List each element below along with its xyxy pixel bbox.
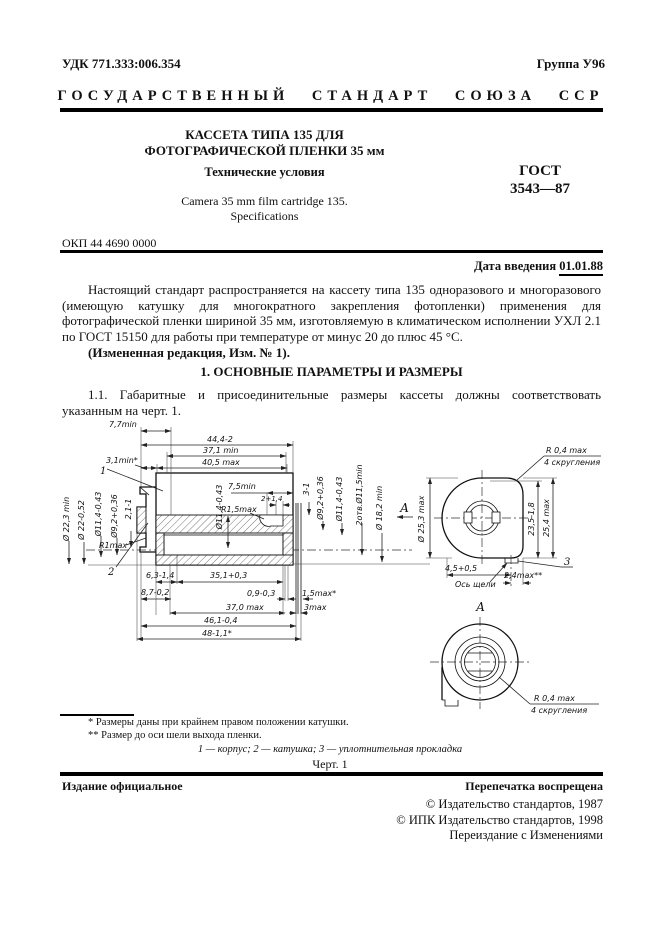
copyright-1987: © Издательство стандартов, 1987 — [425, 797, 603, 811]
dim-4-5-label: 4,5+0,5 — [445, 564, 478, 573]
dim-dia-18-2-label: Ø 18,2 min — [375, 485, 384, 531]
radius-0-4-view-a-label: R 0,4 max — [534, 694, 575, 703]
dim-r1-label: R1max — [99, 541, 128, 550]
title-line-2: ФОТОГРАФИЧЕСКОЙ ПЛЕНКИ 35 мм — [144, 142, 385, 158]
radius-0-4-sublabel: 4 скругления — [544, 458, 601, 467]
slit-axis-label: Ось щели — [455, 580, 496, 589]
dim-dia-9-2-left-label: Ø9,2+0,36 — [110, 494, 119, 538]
english-line-2: Specifications — [230, 208, 299, 223]
dim-dia-11-4-center-label: Ø11,4-0,43 — [215, 484, 224, 530]
document-title — [62, 127, 467, 158]
dim-3-1-label: 3,1min* — [106, 456, 138, 465]
dim-25-4-label: 25,4 max — [542, 499, 551, 537]
dim-8-7-label: 8,7-0,2 — [141, 588, 170, 597]
dim-35-1-label: 35,1+0,3 — [210, 571, 248, 580]
dim-dia-9-2-right-label: Ø9,2+0,36 — [316, 476, 325, 520]
official-edition-label: Издание официальное — [62, 779, 183, 793]
intro-paragraph — [62, 282, 601, 361]
group-code: Группа У96 — [536, 56, 605, 71]
dim-3-max-label: 3max — [304, 603, 327, 612]
english-line-1: Camera 35 mm film cartridge 135. — [181, 194, 348, 208]
footnote-1: * Размеры даны при крайнем правом положении катушки. — [88, 717, 349, 728]
gost-number: 3543—87 — [510, 181, 570, 197]
figure-legend: 1 — корпус; 2 — катушка; 3 — уплотнительная прокладка — [197, 744, 463, 755]
figure-caption: Черт. 1 — [312, 757, 348, 771]
header-rule — [60, 108, 603, 112]
dim-7-5-label: 7,5min — [228, 482, 256, 491]
dim-23-5-label: 23,5-1,8 — [527, 502, 536, 536]
clause-1-1: 1.1. Габаритные и присоединительные размеры кассеты должны соответствовать указанным на черт. 1. — [62, 387, 601, 418]
gost-number-block — [470, 162, 610, 198]
callout-2: 2 — [108, 567, 115, 578]
amendment-note: (Измененная редакция, Изм. № 1). — [88, 344, 290, 360]
dim-44-4-label: 44,4-2 — [207, 435, 233, 444]
date-value: 01.01.88 — [559, 259, 603, 276]
footer-rule — [60, 772, 603, 776]
footnote-rule — [60, 714, 134, 716]
dim-2-1-label: 2,1-1 — [124, 498, 133, 520]
view-a — [430, 600, 599, 715]
udk-code: УДК 771.333:006.354 — [62, 56, 181, 71]
dim-1-5-label: 1,5max* — [302, 589, 337, 598]
dim-6-3-label: 6,3-1,4 — [146, 571, 175, 580]
dim-46-1-label: 46,1-0,4 — [204, 616, 238, 625]
copyright-1998: © ИПК Издательство стандартов, 1998 — [396, 812, 603, 827]
dim-37-0-label: 37,0 max — [226, 603, 264, 612]
date-label: Дата введения — [474, 259, 557, 273]
dim-dia-25-3-label: Ø 25,3 max — [417, 495, 426, 543]
dim-0-9-label: 0,9-0,3 — [247, 589, 276, 598]
dim-40-5-label: 40,5 max — [202, 458, 240, 467]
title-line-1: КАССЕТА ТИПА 135 ДЛЯ — [185, 127, 344, 142]
dim-dia-22-label: Ø 22-0,52 — [77, 500, 86, 540]
section-1-heading: 1. ОСНОВНЫЕ ПАРАМЕТРЫ И РАЗМЕРЫ — [200, 364, 463, 379]
okp-code: ОКП 44 4690 0000 — [62, 236, 157, 250]
scope-paragraph: Настоящий стандарт распространяется на кассету типа 135 одноразового и многоразового (имеющую катушку для многократного закрепления фотопленки) применения для фотографической пленки шириной 35 мм, изготовляемую в климатическом исполнении УХЛ 2.1 по ГОСТ 15150 для работы при температуре от минус 20 до плюс 45 °С. — [62, 282, 601, 345]
radius-0-4-label: R 0,4 max — [546, 446, 587, 455]
mid-rule — [60, 250, 603, 253]
reissue-note: Переиздание с Изменениями — [449, 828, 603, 842]
radius-0-4-view-a-sublabel: 4 скругления — [531, 706, 588, 715]
view-a-arrow-label: А — [400, 501, 410, 515]
standard-header: ГОСУДАРСТВЕННЫЙ СТАНДАРТ СОЮЗА ССР — [57, 88, 604, 104]
footnote-2: ** Размер до оси шели выхода пленки. — [88, 730, 262, 741]
end-view — [416, 446, 601, 589]
dim-2-holes-label: 2отв.Ø11,5min — [355, 464, 364, 526]
subtitle: Технические условия — [204, 165, 325, 179]
figure-1-drawing — [0, 415, 661, 715]
introduction-date — [474, 259, 603, 274]
dim-37-1-label: 37,1 min — [203, 446, 239, 455]
view-a-title: А — [476, 600, 486, 614]
english-title — [62, 194, 467, 223]
gost-label: ГОСТ — [519, 163, 561, 179]
reprint-prohibited-label: Перепечатка воспрещена — [465, 779, 603, 793]
dim-dia-11-4-right-label: Ø11,4-0,43 — [335, 476, 344, 522]
dim-48-label: 48-1,1* — [202, 629, 232, 638]
callout-1: 1 — [100, 466, 107, 477]
dim-dia-11-4-left-label: Ø11,4-0,43 — [94, 491, 103, 537]
dim-dia-22-3-label: Ø 22,3 min — [62, 496, 71, 542]
dim-2-4-label: 2,4max** — [504, 571, 543, 580]
dim-r1-5-label: R1,5max — [221, 505, 257, 514]
dim-2-label: 2+1,4 — [261, 495, 283, 503]
callout-3: 3 — [564, 557, 571, 568]
dim-3-right-label: 3-1 — [302, 482, 311, 496]
dim-7-7-label: 7,7min — [109, 420, 137, 429]
copyright-block — [396, 797, 603, 844]
